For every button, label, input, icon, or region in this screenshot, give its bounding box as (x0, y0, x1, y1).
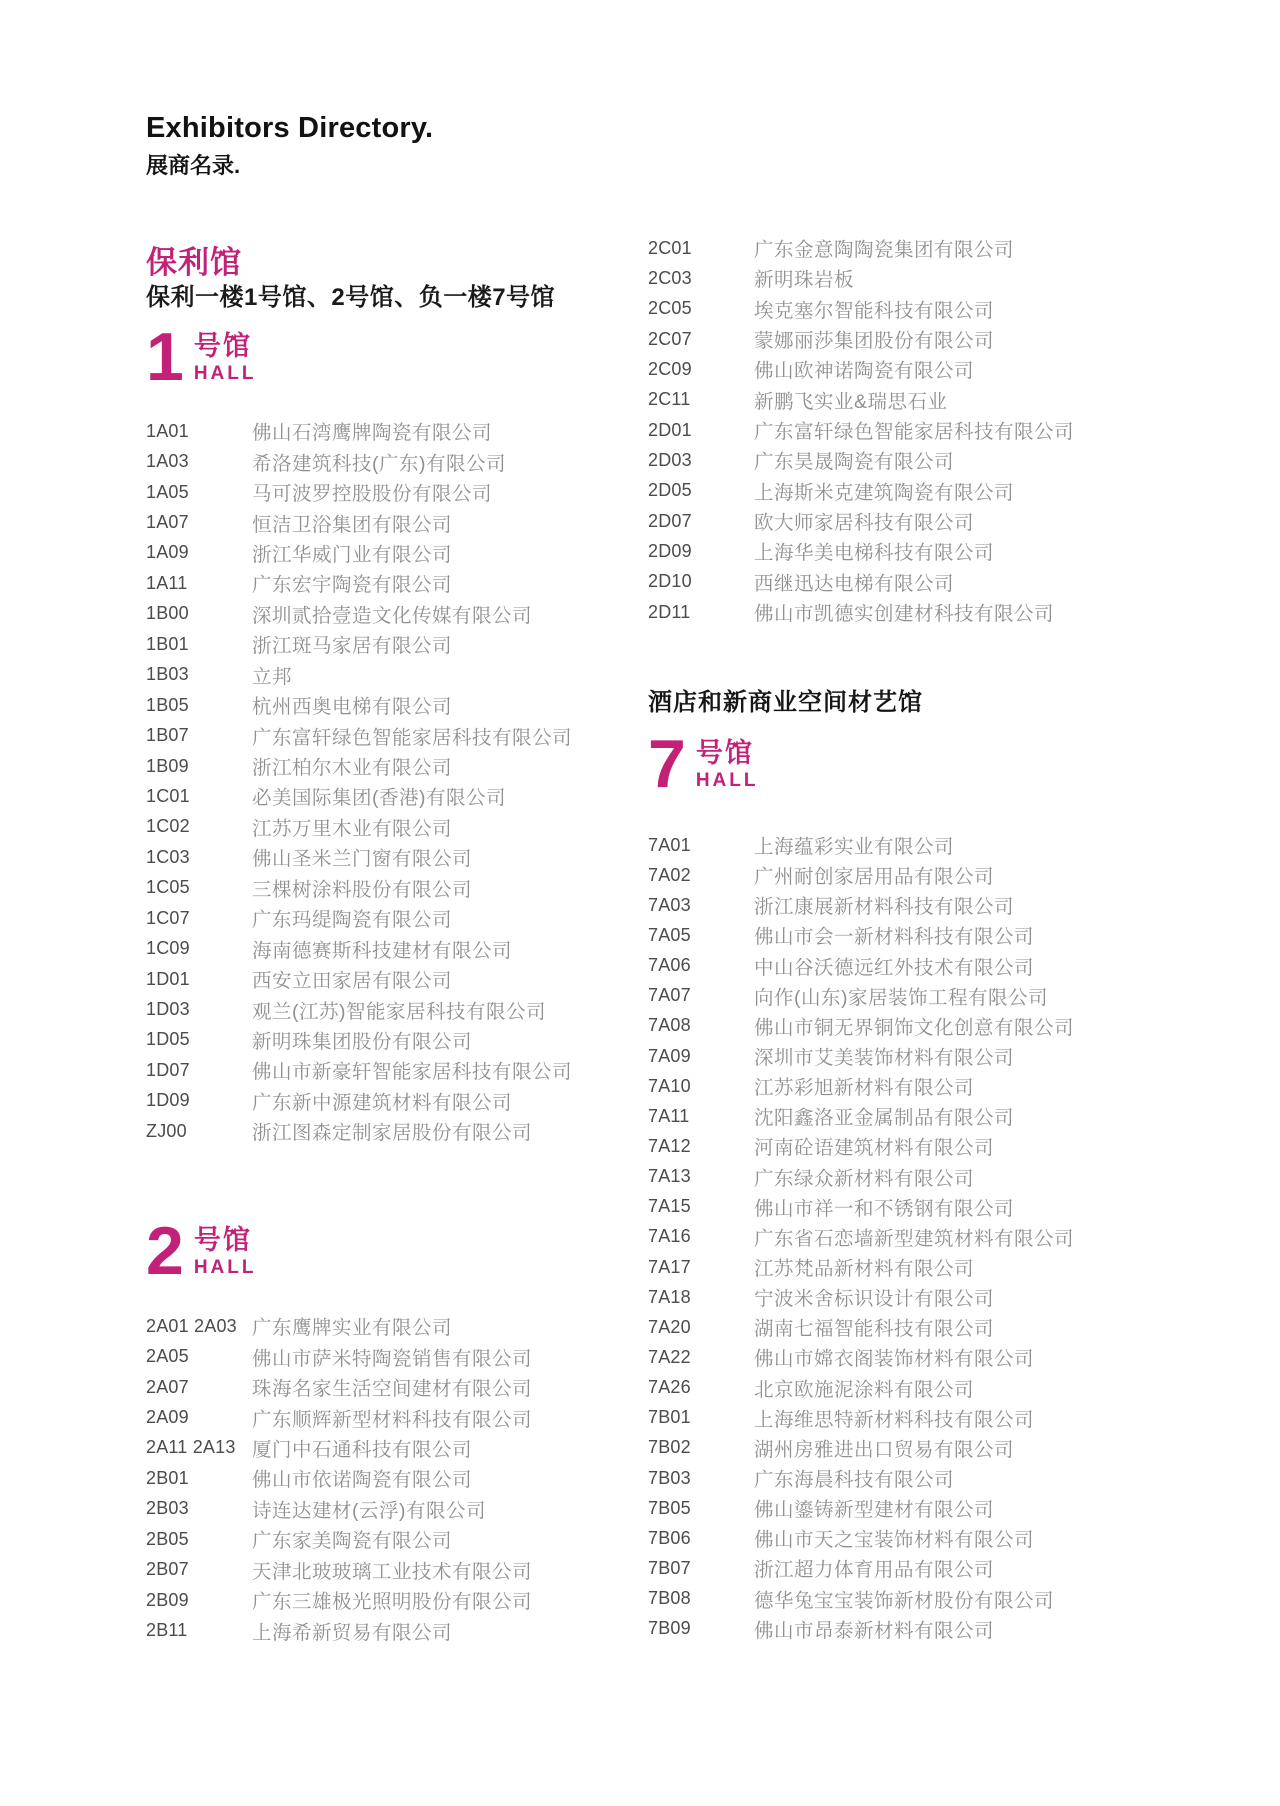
company-name: 江苏梵品新材料有限公司 (754, 1258, 975, 1281)
hall-7-label-stack (696, 737, 759, 792)
booth-code: 1D03 (146, 999, 190, 1020)
exhibitor-row (648, 1523, 1074, 1553)
exhibitor-row (146, 599, 572, 629)
hall-1-header (146, 319, 257, 395)
exhibitor-row (648, 263, 1074, 293)
exhibitor-row (648, 1584, 1074, 1614)
company-name: 广东海晨科技有限公司 (754, 1469, 955, 1492)
booth-code: 7B02 (648, 1437, 691, 1458)
company-name: 广东家美陶瓷有限公司 (252, 1530, 453, 1553)
booth-code: 7A08 (648, 1015, 691, 1036)
booth-code: 7B01 (648, 1407, 691, 1428)
company-name: 佛山欧神诺陶瓷有限公司 (754, 360, 975, 383)
company-name: 广东富轩绿色智能家居科技有限公司 (754, 421, 1075, 444)
company-name: 中山谷沃德远红外技术有限公司 (754, 956, 1035, 979)
hall-1-hall-word: HALL (193, 363, 257, 385)
exhibitor-row (648, 981, 1074, 1011)
exhibitor-row (648, 1493, 1074, 1523)
booth-code: 2C07 (648, 328, 692, 349)
exhibitor-row (648, 233, 1074, 263)
section-heading: 酒店和新商业空间材艺馆 (648, 689, 923, 716)
booth-code: 1D01 (146, 968, 190, 989)
hall-7-hall-word: HALL (695, 770, 759, 792)
company-name: 上海希新贸易有限公司 (252, 1621, 453, 1644)
hall-2-exhibitor-list-continued (648, 233, 1074, 627)
hall-1-exhibitor-list (146, 416, 572, 1147)
booth-code: 1B07 (146, 725, 189, 746)
company-name: 广东顺辉新型材料科技有限公司 (252, 1408, 533, 1431)
booth-code: 1B09 (146, 755, 189, 776)
company-name: 上海斯米克建筑陶瓷有限公司 (754, 481, 1015, 504)
exhibitor-row (648, 506, 1074, 536)
exhibitor-row (146, 1524, 532, 1554)
company-name: 上海蕴彩实业有限公司 (754, 836, 955, 859)
company-name: 广州耐创家居用品有限公司 (754, 866, 995, 889)
exhibitor-row (648, 860, 1074, 890)
exhibitor-row (648, 1252, 1074, 1282)
booth-code: 2B01 (146, 1467, 189, 1488)
exhibitor-row (146, 690, 572, 720)
company-name: 马可波罗控股股份有限公司 (252, 483, 493, 506)
exhibitor-row (146, 1372, 532, 1402)
hall-1-suffix: 号馆 (193, 331, 252, 361)
company-name: 北京欧施泥涂料有限公司 (754, 1378, 975, 1401)
exhibitor-row (146, 477, 572, 507)
exhibitor-row (648, 920, 1074, 950)
company-name: 佛山市依诺陶瓷有限公司 (252, 1469, 473, 1492)
hall-2-header (146, 1213, 257, 1289)
booth-code: 7A16 (648, 1226, 691, 1247)
booth-code: 2A11 2A13 (146, 1437, 236, 1458)
company-name: 浙江超力体育用品有限公司 (754, 1559, 995, 1582)
exhibitor-row (648, 1222, 1074, 1252)
booth-code: 7A07 (648, 985, 691, 1006)
booth-code: 7B09 (648, 1618, 691, 1639)
company-name: 佛山石湾鹰牌陶瓷有限公司 (252, 422, 493, 445)
exhibitor-row (146, 629, 572, 659)
booth-code: 7A13 (648, 1166, 691, 1187)
company-name: 珠海名家生活空间建材有限公司 (252, 1378, 533, 1401)
company-name: 海南德赛斯科技建材有限公司 (252, 939, 513, 962)
exhibitor-row (146, 1311, 532, 1341)
company-name: 河南砼语建筑材料有限公司 (754, 1137, 995, 1160)
company-name: 诗连达建材(云浮)有限公司 (252, 1499, 486, 1522)
company-name: 观兰(江苏)智能家居科技有限公司 (252, 1000, 546, 1023)
exhibitor-row (648, 476, 1074, 506)
company-name: 上海维思特新材料科技有限公司 (754, 1408, 1035, 1431)
booth-code: 1C05 (146, 877, 190, 898)
exhibitor-row (648, 385, 1074, 415)
company-name: 湖南七福智能科技有限公司 (754, 1318, 995, 1341)
exhibitor-row (146, 781, 572, 811)
booth-code: 7A17 (648, 1256, 691, 1277)
venue-name: 保利馆 (146, 245, 242, 280)
booth-code: 2D09 (648, 540, 692, 561)
booth-code: 7A09 (648, 1045, 691, 1066)
exhibitor-row (648, 354, 1074, 384)
booth-code: 1D05 (146, 1029, 190, 1050)
company-name: 浙江图森定制家居股份有限公司 (252, 1122, 533, 1145)
booth-code: 2B09 (146, 1589, 189, 1610)
company-name: 浙江斑马家居有限公司 (252, 635, 453, 658)
exhibitor-row (146, 1116, 572, 1146)
exhibitor-row (648, 536, 1074, 566)
booth-code: 7A06 (648, 955, 691, 976)
exhibitor-row (146, 446, 572, 476)
booth-code: 7A02 (648, 864, 691, 885)
venue-description: 保利一楼1号馆、2号馆、负一楼7号馆 (146, 284, 556, 311)
booth-code: 2A09 (146, 1407, 189, 1428)
company-name: 佛山市铜无界铜饰文化创意有限公司 (754, 1016, 1075, 1039)
company-name: 佛山市新豪轩智能家居科技有限公司 (252, 1061, 573, 1084)
company-name: 德华兔宝宝装饰新材股份有限公司 (754, 1589, 1055, 1612)
exhibitor-row (648, 567, 1074, 597)
exhibitor-row (648, 1162, 1074, 1192)
company-name: 宁波米舍标识设计有限公司 (754, 1288, 995, 1311)
booth-code: 2D07 (648, 510, 692, 531)
exhibitor-row (146, 1433, 532, 1463)
company-name: 深圳市艾美装饰材料有限公司 (754, 1047, 1015, 1070)
company-name: 沈阳鑫洛亚金属制品有限公司 (754, 1107, 1015, 1130)
company-name: 新鹏飞实业&瑞思石业 (754, 390, 948, 413)
company-name: 佛山市萨米特陶瓷销售有限公司 (252, 1347, 533, 1370)
exhibitor-row (146, 1615, 532, 1645)
booth-code: 2C11 (648, 389, 691, 410)
company-name: 江苏万里木业有限公司 (252, 817, 453, 840)
company-name: 西继迅达电梯有限公司 (754, 572, 955, 595)
booth-code: 2D03 (648, 449, 692, 470)
hall-7-header (648, 726, 759, 802)
booth-code: 1B00 (146, 603, 189, 624)
exhibitor-row (648, 1192, 1074, 1222)
company-name: 希洛建筑科技(广东)有限公司 (252, 452, 506, 475)
exhibitor-row (648, 1011, 1074, 1041)
booth-code: 2B05 (146, 1528, 189, 1549)
booth-code: 7B05 (648, 1497, 691, 1518)
booth-code: 1C01 (146, 785, 190, 806)
exhibitor-row (648, 1373, 1074, 1403)
exhibitor-row (648, 1312, 1074, 1342)
company-name: 广东绿众新材料有限公司 (754, 1167, 975, 1190)
exhibitor-row (146, 751, 572, 781)
company-name: 新明珠集团股份有限公司 (252, 1030, 473, 1053)
company-name: 新明珠岩板 (754, 269, 855, 292)
exhibitor-row (146, 933, 572, 963)
company-name: 浙江康展新材料科技有限公司 (754, 896, 1015, 919)
booth-code: 7A22 (648, 1346, 691, 1367)
hall-7-number: 7 (648, 726, 684, 802)
booth-code: 1A09 (146, 542, 189, 563)
booth-code: 7A15 (648, 1196, 691, 1217)
booth-code: 1C07 (146, 907, 190, 928)
booth-code: 2B07 (146, 1559, 189, 1580)
exhibitor-row (146, 1055, 572, 1085)
exhibitor-row (146, 507, 572, 537)
booth-code: 2D05 (648, 480, 692, 501)
exhibitor-row (146, 568, 572, 598)
exhibitor-row (648, 951, 1074, 981)
company-name: 杭州西奥电梯有限公司 (252, 696, 453, 719)
booth-code: 1C02 (146, 816, 190, 837)
company-name: 佛山市祥一和不锈钢有限公司 (754, 1197, 1015, 1220)
exhibitor-row (648, 1101, 1074, 1131)
exhibitor-row (648, 1463, 1074, 1493)
exhibitor-row (146, 964, 572, 994)
hall-7-suffix: 号馆 (695, 738, 754, 768)
company-name: 佛山圣米兰门窗有限公司 (252, 848, 473, 871)
booth-code: 7B06 (648, 1527, 691, 1548)
booth-code: 1B03 (146, 664, 189, 685)
exhibitor-row (648, 445, 1074, 475)
company-name: 佛山市昂泰新材料有限公司 (754, 1619, 995, 1642)
booth-code: ZJ00 (146, 1120, 187, 1141)
company-name: 佛山市嫦衣阁装饰材料有限公司 (754, 1348, 1035, 1371)
booth-code: 7B08 (648, 1588, 691, 1609)
exhibitor-row (146, 1494, 532, 1524)
hall-2-suffix: 号馆 (193, 1225, 252, 1255)
company-name: 三棵树涂料股份有限公司 (252, 878, 473, 901)
company-name: 向作(山东)家居装饰工程有限公司 (754, 986, 1048, 1009)
booth-code: 1C09 (146, 938, 190, 959)
booth-code: 2B03 (146, 1498, 189, 1519)
company-name: 广东昊晟陶瓷有限公司 (754, 451, 955, 474)
company-name: 蒙娜丽莎集团股份有限公司 (754, 330, 995, 353)
hall-2-number: 2 (146, 1213, 182, 1289)
exhibitor-row (648, 1433, 1074, 1463)
hall-1-number: 1 (146, 319, 182, 395)
booth-code: 1D09 (146, 1090, 190, 1111)
company-name: 佛山市会一新材料科技有限公司 (754, 926, 1035, 949)
company-name: 深圳贰拾壹造文化传媒有限公司 (252, 604, 533, 627)
company-name: 佛山市凯德实创建材科技有限公司 (754, 603, 1055, 626)
page-title: Exhibitors Directory. (146, 112, 434, 144)
exhibitor-row (146, 538, 572, 568)
booth-code: 7A20 (648, 1316, 691, 1337)
exhibitor-row (648, 1131, 1074, 1161)
exhibitor-row (648, 830, 1074, 860)
exhibitor-row (648, 1403, 1074, 1433)
exhibitor-row (648, 1041, 1074, 1071)
company-name: 广东三雄极光照明股份有限公司 (252, 1591, 533, 1614)
exhibitor-row (146, 1025, 572, 1055)
booth-code: 2D10 (648, 571, 692, 592)
booth-code: 1B01 (146, 633, 189, 654)
booth-code: 2A05 (146, 1346, 189, 1367)
booth-code: 7A12 (648, 1135, 691, 1156)
exhibitor-row (146, 416, 572, 446)
company-name: 天津北玻玻璃工业技术有限公司 (252, 1560, 533, 1583)
booth-code: 2D01 (648, 419, 692, 440)
company-name: 立邦 (252, 665, 293, 688)
company-name: 广东玛缇陶瓷有限公司 (252, 909, 453, 932)
exhibitor-row (146, 1341, 532, 1371)
hall-2-label-stack (194, 1224, 257, 1279)
booth-code: 7A26 (648, 1377, 691, 1398)
exhibitor-row (648, 890, 1074, 920)
company-name: 佛山市天之宝装饰材料有限公司 (754, 1529, 1035, 1552)
booth-code: 1A05 (146, 481, 189, 502)
company-name: 厦门中石通科技有限公司 (252, 1438, 473, 1461)
hall-1-label-stack (194, 330, 257, 385)
company-name: 广东富轩绿色智能家居科技有限公司 (252, 726, 573, 749)
exhibitor-row (648, 1342, 1074, 1372)
exhibitor-row (146, 903, 572, 933)
company-name: 上海华美电梯科技有限公司 (754, 542, 995, 565)
exhibitor-row (146, 1086, 572, 1116)
hall-7-exhibitor-list (648, 830, 1074, 1644)
exhibitor-row (146, 812, 572, 842)
exhibitor-row (648, 1614, 1074, 1644)
company-name: 浙江柏尔木业有限公司 (252, 757, 453, 780)
booth-code: 2C01 (648, 237, 692, 258)
hall-2-exhibitor-list (146, 1311, 532, 1646)
exhibitor-row (648, 324, 1074, 354)
company-name: 西安立田家居有限公司 (252, 970, 453, 993)
company-name: 佛山鎏铸新型建材有限公司 (754, 1499, 995, 1522)
exhibitor-row (146, 1463, 532, 1493)
booth-code: 1A07 (146, 512, 189, 533)
booth-code: 2C03 (648, 267, 692, 288)
booth-code: 1A03 (146, 451, 189, 472)
exhibitor-row (146, 1555, 532, 1585)
booth-code: 2A01 2A03 (146, 1315, 237, 1336)
booth-code: 7B03 (648, 1467, 691, 1488)
booth-code: 2C05 (648, 298, 692, 319)
company-name: 必美国际集团(香港)有限公司 (252, 787, 506, 810)
company-name: 湖州房雅进出口贸易有限公司 (754, 1438, 1015, 1461)
booth-code: 1A11 (146, 572, 188, 593)
booth-code: 7A03 (648, 894, 691, 915)
company-name: 欧大师家居科技有限公司 (754, 512, 975, 535)
exhibitor-row (648, 294, 1074, 324)
exhibitor-row (648, 1282, 1074, 1312)
booth-code: 7A18 (648, 1286, 691, 1307)
booth-code: 2B11 (146, 1620, 188, 1641)
exhibitor-row (146, 873, 572, 903)
booth-code: 7A10 (648, 1075, 691, 1096)
company-name: 浙江华威门业有限公司 (252, 543, 453, 566)
company-name: 埃克塞尔智能科技有限公司 (754, 299, 995, 322)
booth-code: 2C09 (648, 358, 692, 379)
booth-code: 1A01 (146, 420, 189, 441)
company-name: 广东新中源建筑材料有限公司 (252, 1091, 513, 1114)
company-name: 广东金意陶陶瓷集团有限公司 (754, 239, 1015, 262)
booth-code: 1B05 (146, 694, 189, 715)
exhibitor-row (146, 842, 572, 872)
booth-code: 7A01 (648, 834, 691, 855)
booth-code: 2D11 (648, 601, 691, 622)
exhibitor-row (648, 415, 1074, 445)
booth-code: 7A05 (648, 924, 691, 945)
company-name: 江苏彩旭新材料有限公司 (754, 1077, 975, 1100)
exhibitor-row (146, 660, 572, 690)
booth-code: 1D07 (146, 1059, 190, 1080)
exhibitor-row (648, 597, 1074, 627)
exhibitor-row (648, 1553, 1074, 1583)
booth-code: 7B07 (648, 1557, 691, 1578)
exhibitor-row (648, 1071, 1074, 1101)
exhibitor-row (146, 1585, 532, 1615)
page-subtitle: 展商名录. (146, 153, 241, 178)
exhibitor-row (146, 994, 572, 1024)
company-name: 恒洁卫浴集团有限公司 (252, 513, 453, 536)
booth-code: 7A11 (648, 1105, 690, 1126)
booth-code: 1C03 (146, 846, 190, 867)
exhibitor-row (146, 720, 572, 750)
booth-code: 2A07 (146, 1376, 189, 1397)
hall-2-hall-word: HALL (193, 1257, 257, 1279)
company-name: 广东鹰牌实业有限公司 (252, 1317, 453, 1340)
exhibitor-row (146, 1402, 532, 1432)
company-name: 广东省石恋墙新型建筑材料有限公司 (754, 1227, 1075, 1250)
company-name: 广东宏宇陶瓷有限公司 (252, 574, 453, 597)
